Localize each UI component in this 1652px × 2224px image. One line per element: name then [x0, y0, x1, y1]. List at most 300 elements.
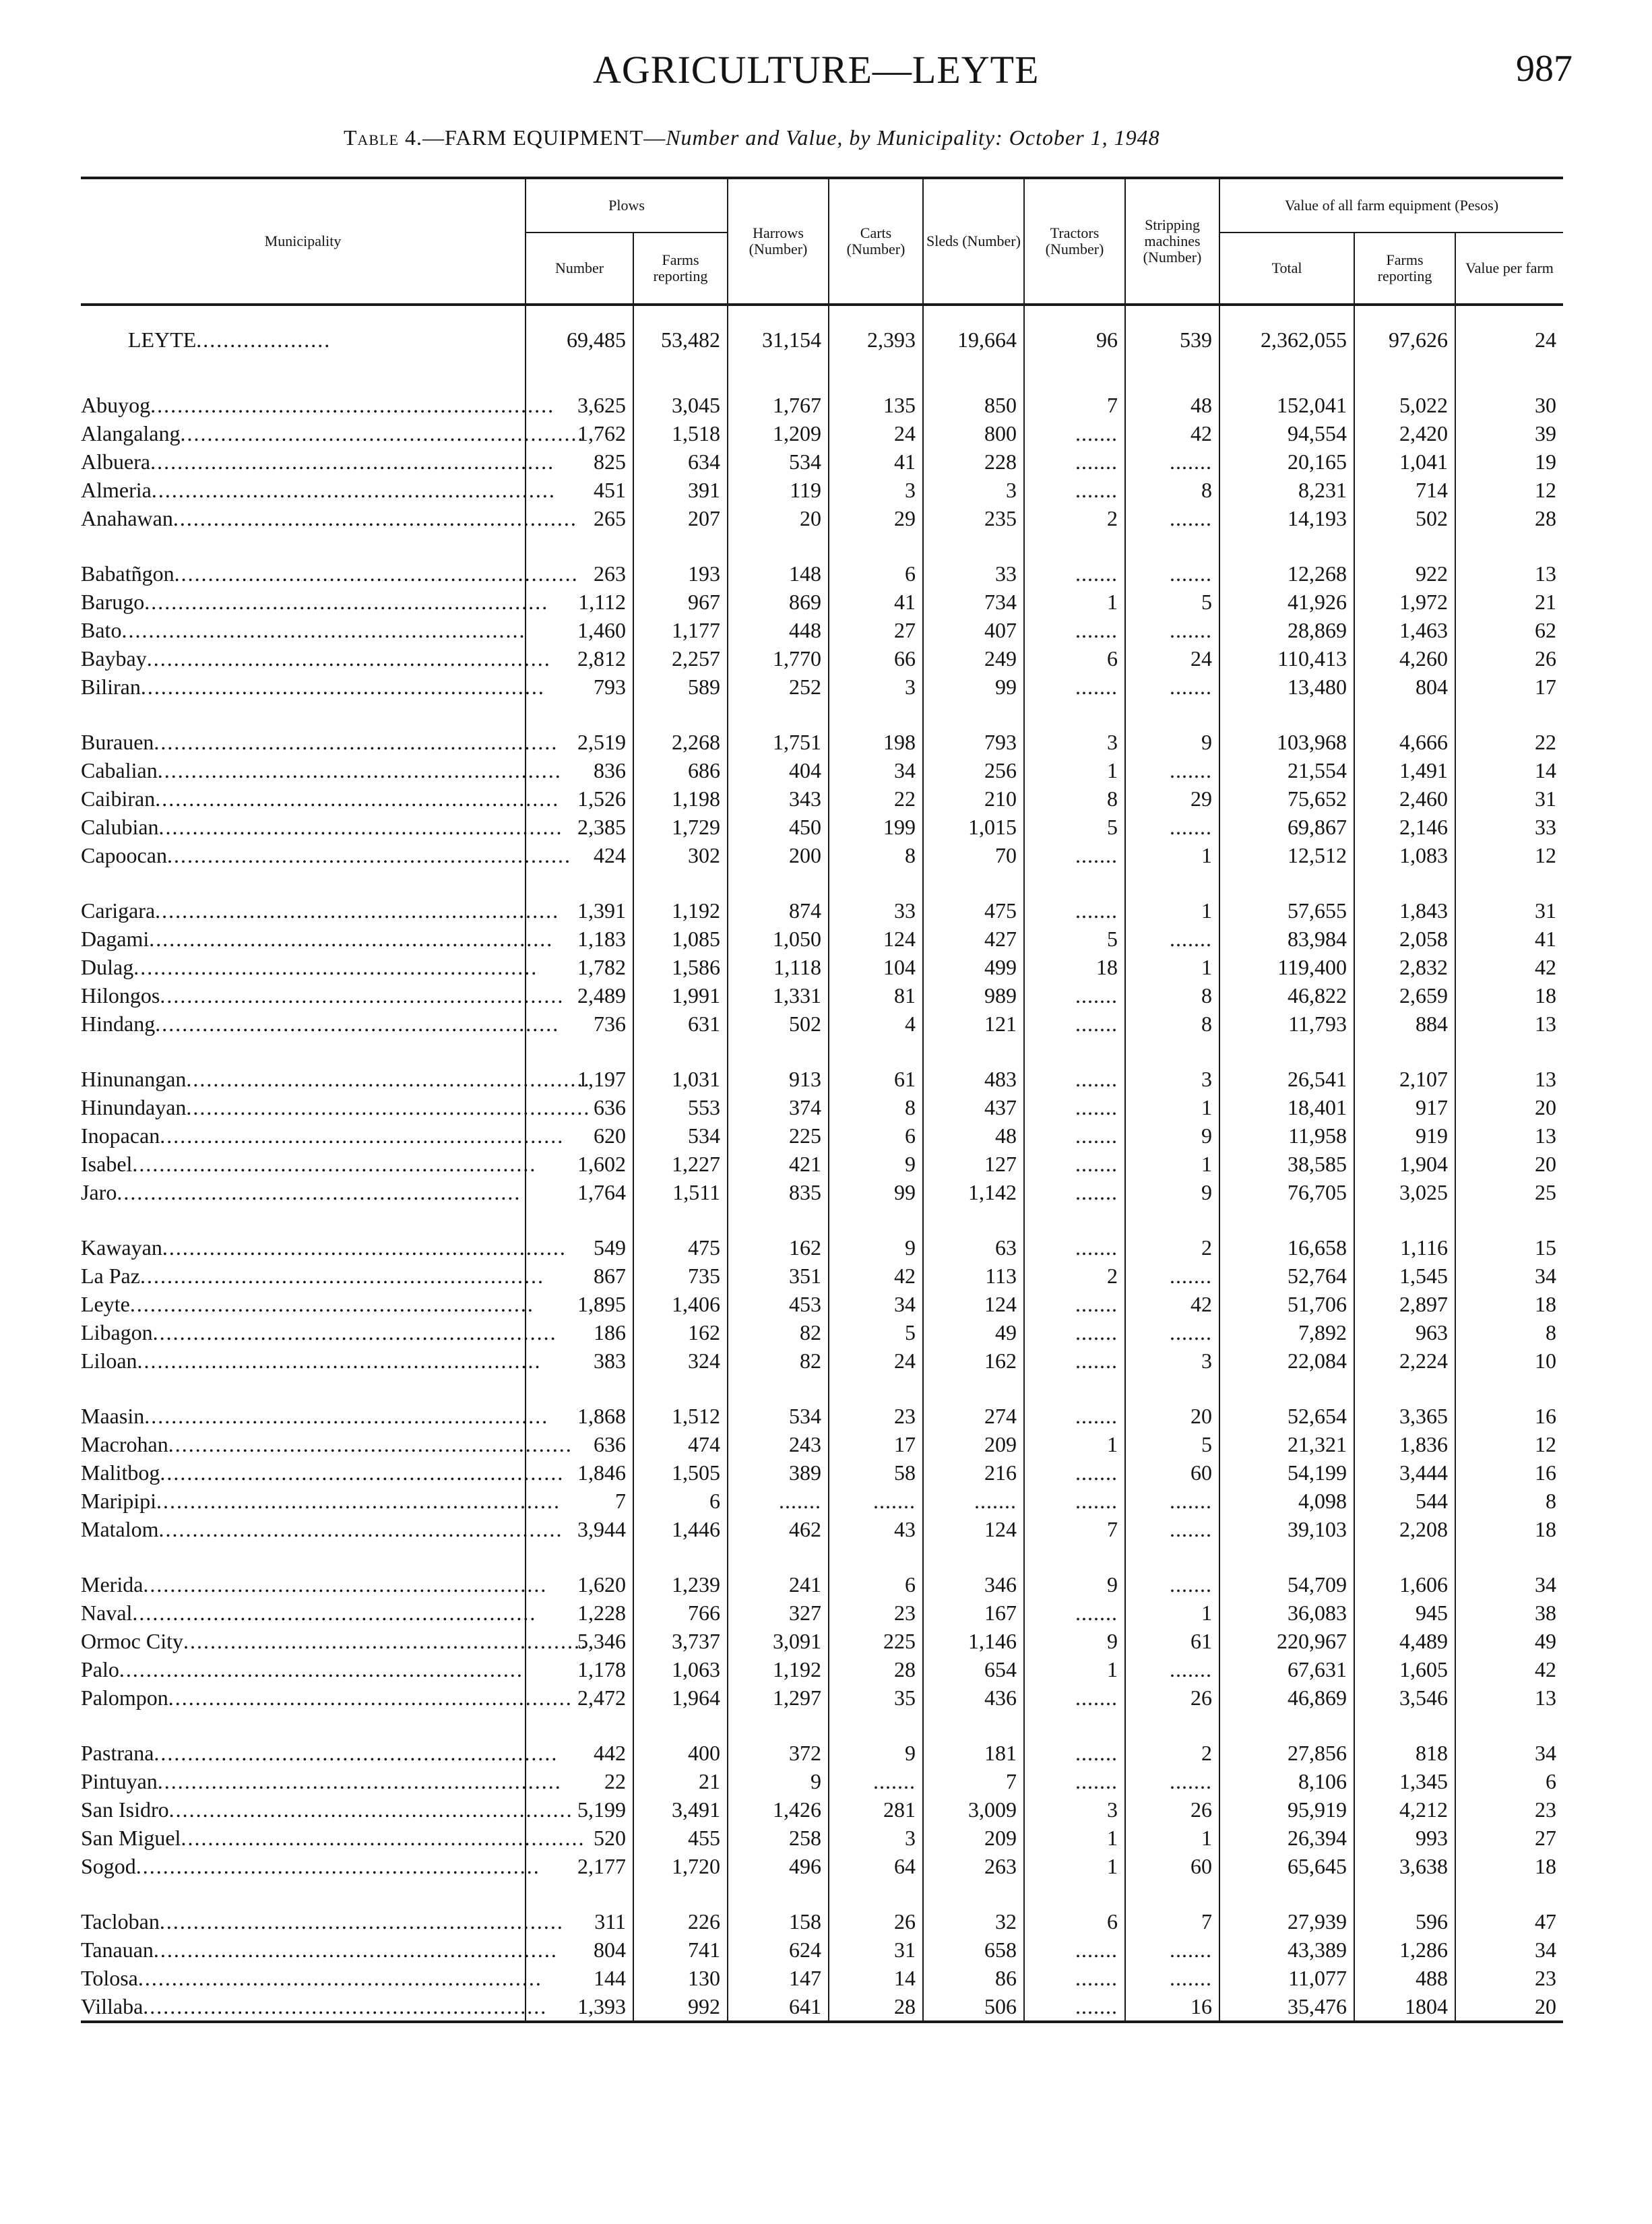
harrows-cell: 502: [728, 1010, 829, 1038]
sleds-cell: 124: [923, 1290, 1024, 1318]
stripping-cell: 3: [1125, 1065, 1219, 1093]
table-row: [81, 1458, 1563, 1487]
stripping-cell: .......: [1125, 1964, 1219, 1992]
spacer-cell: [923, 1880, 1024, 1907]
spacer-cell: [1024, 869, 1125, 896]
sleds-cell: 499: [923, 953, 1024, 981]
per-farm-cell: 34: [1455, 1739, 1563, 1767]
table-row: [81, 925, 1563, 953]
table-row: [81, 1515, 1563, 1543]
tractors-cell: 2: [1024, 1262, 1125, 1290]
group-spacer: [81, 1038, 1563, 1065]
plows-farms-cell: 1,511: [633, 1178, 728, 1206]
municipality-name: Almeria............................................................: [81, 477, 556, 502]
municipality-name: Palompon............................................................: [81, 1685, 573, 1710]
harrows-cell: 1,751: [728, 728, 829, 756]
value-total-cell: 76,705: [1219, 1178, 1354, 1206]
plows-farms-cell: 741: [633, 1936, 728, 1964]
table-row: [81, 1767, 1563, 1795]
tractors-cell: .......: [1024, 1318, 1125, 1347]
spacer-cell: [1125, 1375, 1219, 1402]
municipality-name: Dulag............................................................: [81, 954, 538, 979]
total-plows-farms: 53,482: [633, 305, 728, 364]
spacer-cell: [81, 1375, 526, 1402]
plows-farms-cell: 1,239: [633, 1570, 728, 1599]
carts-cell: 24: [829, 419, 923, 447]
per-farm-cell: 34: [1455, 1936, 1563, 1964]
carts-cell: 5: [829, 1318, 923, 1347]
tractors-cell: .......: [1024, 1458, 1125, 1487]
value-farms-cell: 714: [1354, 476, 1455, 504]
spacer-cell: [633, 1038, 728, 1065]
per-farm-cell: 16: [1455, 1402, 1563, 1430]
carts-cell: 42: [829, 1262, 923, 1290]
plows-farms-cell: 2,257: [633, 644, 728, 673]
harrows-cell: 1,767: [728, 391, 829, 419]
value-total-cell: 22,084: [1219, 1347, 1354, 1375]
table-row: [81, 813, 1563, 841]
value-total-cell: 28,869: [1219, 616, 1354, 644]
value-total-cell: 8,231: [1219, 476, 1354, 504]
plows-number-cell: 2,519: [526, 728, 633, 756]
spacer-cell: [1354, 1375, 1455, 1402]
header-harrows: Harrows (Number): [728, 178, 829, 305]
spacer-cell: [1219, 1206, 1354, 1233]
spacer-cell: [526, 869, 633, 896]
carts-cell: 6: [829, 1570, 923, 1599]
spacer-cell: [1024, 364, 1125, 391]
value-total-cell: 103,968: [1219, 728, 1354, 756]
plows-farms-cell: 631: [633, 1010, 728, 1038]
spacer-cell: [1024, 1543, 1125, 1570]
plows-farms-cell: 1,031: [633, 1065, 728, 1093]
total-row: [81, 305, 1563, 364]
plows-number-cell: 7: [526, 1487, 633, 1515]
stripping-cell: 42: [1125, 419, 1219, 447]
header-tractors: Tractors (Number): [1024, 178, 1125, 305]
value-total-cell: 75,652: [1219, 784, 1354, 813]
sleds-cell: 1,015: [923, 813, 1024, 841]
plows-number-cell: 2,489: [526, 981, 633, 1010]
plows-farms-cell: 992: [633, 1992, 728, 2022]
plows-farms-cell: 474: [633, 1430, 728, 1458]
sleds-cell: 346: [923, 1570, 1024, 1599]
carts-cell: 61: [829, 1065, 923, 1093]
spacer-cell: [81, 1880, 526, 1907]
stripping-cell: 29: [1125, 784, 1219, 813]
spacer-cell: [728, 532, 829, 559]
stripping-cell: 8: [1125, 1010, 1219, 1038]
table-caption-label: Table 4.—FARM EQUIPMENT—: [344, 125, 666, 150]
plows-number-cell: 144: [526, 1964, 633, 1992]
plows-number-cell: 1,460: [526, 616, 633, 644]
municipality-name: Babatñgon............................................................: [81, 561, 579, 586]
per-farm-cell: 33: [1455, 813, 1563, 841]
table-row: [81, 1093, 1563, 1121]
spacer-cell: [1455, 869, 1563, 896]
value-total-cell: 26,394: [1219, 1824, 1354, 1852]
plows-number-cell: 1,602: [526, 1150, 633, 1178]
spacer-cell: [81, 532, 526, 559]
table-row: [81, 476, 1563, 504]
value-farms-cell: 544: [1354, 1487, 1455, 1515]
plows-number-cell: 1,183: [526, 925, 633, 953]
municipality-name: Hinunangan............................................................: [81, 1066, 591, 1091]
sleds-cell: 793: [923, 728, 1024, 756]
plows-number-cell: 1,762: [526, 419, 633, 447]
plows-number-cell: 1,764: [526, 1178, 633, 1206]
harrows-cell: 162: [728, 1233, 829, 1262]
table-row: [81, 559, 1563, 588]
sleds-cell: 3,009: [923, 1795, 1024, 1824]
table-row: [81, 1655, 1563, 1684]
plows-farms-cell: 967: [633, 588, 728, 616]
municipality-name: Malitbog............................................................: [81, 1460, 565, 1485]
carts-cell: 104: [829, 953, 923, 981]
sleds-cell: 483: [923, 1065, 1024, 1093]
plows-number-cell: 1,895: [526, 1290, 633, 1318]
spacer-cell: [728, 1375, 829, 1402]
stripping-cell: .......: [1125, 673, 1219, 701]
stripping-cell: 1: [1125, 841, 1219, 869]
spacer-cell: [1354, 701, 1455, 728]
tractors-cell: .......: [1024, 447, 1125, 476]
table-row: [81, 1290, 1563, 1318]
sleds-cell: 1,146: [923, 1627, 1024, 1655]
spacer-cell: [829, 1712, 923, 1739]
sleds-cell: 654: [923, 1655, 1024, 1684]
tractors-cell: .......: [1024, 419, 1125, 447]
carts-cell: 17: [829, 1430, 923, 1458]
carts-cell: 58: [829, 1458, 923, 1487]
carts-cell: 135: [829, 391, 923, 419]
tractors-cell: .......: [1024, 896, 1125, 925]
per-farm-cell: 10: [1455, 1347, 1563, 1375]
total-tractors: 96: [1024, 305, 1125, 364]
table-row: [81, 1599, 1563, 1627]
harrows-cell: 243: [728, 1430, 829, 1458]
plows-number-cell: 311: [526, 1907, 633, 1936]
table-row: [81, 673, 1563, 701]
spacer-cell: [633, 1880, 728, 1907]
spacer-cell: [1024, 701, 1125, 728]
plows-farms-cell: 1,085: [633, 925, 728, 953]
spacer-cell: [829, 869, 923, 896]
spacer-cell: [526, 1038, 633, 1065]
tractors-cell: .......: [1024, 616, 1125, 644]
sleds-cell: 181: [923, 1739, 1024, 1767]
value-farms-cell: 2,897: [1354, 1290, 1455, 1318]
harrows-cell: 158: [728, 1907, 829, 1936]
value-farms-cell: 3,638: [1354, 1852, 1455, 1880]
table-row: [81, 1430, 1563, 1458]
group-spacer: [81, 701, 1563, 728]
tractors-cell: .......: [1024, 981, 1125, 1010]
spacer-cell: [633, 1206, 728, 1233]
tractors-cell: 1: [1024, 1852, 1125, 1880]
municipality-name: Caibiran............................................................: [81, 786, 560, 811]
spacer-cell: [1125, 1543, 1219, 1570]
plows-farms-cell: 130: [633, 1964, 728, 1992]
tractors-cell: 1: [1024, 756, 1125, 784]
per-farm-cell: 18: [1455, 1852, 1563, 1880]
tractors-cell: 1: [1024, 1824, 1125, 1852]
spacer-cell: [1455, 1038, 1563, 1065]
stripping-cell: 1: [1125, 1093, 1219, 1121]
plows-farms-cell: 3,491: [633, 1795, 728, 1824]
harrows-cell: 1,297: [728, 1684, 829, 1712]
harrows-cell: 1,426: [728, 1795, 829, 1824]
value-farms-cell: 2,208: [1354, 1515, 1455, 1543]
plows-farms-cell: 634: [633, 447, 728, 476]
stripping-cell: 1: [1125, 1150, 1219, 1178]
value-total-cell: 7,892: [1219, 1318, 1354, 1347]
carts-cell: 8: [829, 1093, 923, 1121]
per-farm-cell: 62: [1455, 616, 1563, 644]
value-farms-cell: 488: [1354, 1964, 1455, 1992]
harrows-cell: 835: [728, 1178, 829, 1206]
total-value-farms: 97,626: [1354, 305, 1455, 364]
plows-farms-cell: 1,063: [633, 1655, 728, 1684]
per-farm-cell: 15: [1455, 1233, 1563, 1262]
harrows-cell: 372: [728, 1739, 829, 1767]
sleds-cell: 506: [923, 1992, 1024, 2022]
per-farm-cell: 20: [1455, 1992, 1563, 2022]
sleds-cell: 32: [923, 1907, 1024, 1936]
spacer-cell: [1354, 1206, 1455, 1233]
spacer-cell: [1455, 1880, 1563, 1907]
group-spacer: [81, 1880, 1563, 1907]
value-farms-cell: 1,083: [1354, 841, 1455, 869]
spacer-cell: [1455, 1206, 1563, 1233]
plows-number-cell: 2,472: [526, 1684, 633, 1712]
table-row: [81, 588, 1563, 616]
tractors-cell: 3: [1024, 1795, 1125, 1824]
tractors-cell: 1: [1024, 1655, 1125, 1684]
carts-cell: 35: [829, 1684, 923, 1712]
plows-number-cell: 1,178: [526, 1655, 633, 1684]
value-total-cell: 52,654: [1219, 1402, 1354, 1430]
spacer-cell: [923, 701, 1024, 728]
tractors-cell: 9: [1024, 1627, 1125, 1655]
table-row: [81, 756, 1563, 784]
plows-number-cell: 383: [526, 1347, 633, 1375]
tractors-cell: .......: [1024, 1121, 1125, 1150]
value-farms-cell: 1,463: [1354, 616, 1455, 644]
value-total-cell: 36,083: [1219, 1599, 1354, 1627]
carts-cell: 22: [829, 784, 923, 813]
stripping-cell: .......: [1125, 616, 1219, 644]
stripping-cell: .......: [1125, 925, 1219, 953]
tractors-cell: 8: [1024, 784, 1125, 813]
municipality-name: Libagon............................................................: [81, 1320, 557, 1345]
header-plows-farms-reporting: Farms reporting: [633, 233, 728, 305]
spacer-cell: [1354, 869, 1455, 896]
value-farms-cell: 993: [1354, 1824, 1455, 1852]
per-farm-cell: 47: [1455, 1907, 1563, 1936]
plows-number-cell: 804: [526, 1936, 633, 1964]
per-farm-cell: 8: [1455, 1318, 1563, 1347]
per-farm-cell: 6: [1455, 1767, 1563, 1795]
per-farm-cell: 31: [1455, 896, 1563, 925]
table-row: [81, 1178, 1563, 1206]
table-row: [81, 1739, 1563, 1767]
spacer-cell: [1455, 532, 1563, 559]
spacer-cell: [728, 1206, 829, 1233]
tractors-cell: .......: [1024, 1767, 1125, 1795]
tractors-cell: 6: [1024, 644, 1125, 673]
spacer-cell: [923, 1038, 1024, 1065]
value-total-cell: 13,480: [1219, 673, 1354, 701]
spacer-cell: [1455, 364, 1563, 391]
stripping-cell: .......: [1125, 559, 1219, 588]
harrows-cell: 351: [728, 1262, 829, 1290]
plows-farms-cell: 3,737: [633, 1627, 728, 1655]
value-total-cell: 83,984: [1219, 925, 1354, 953]
plows-number-cell: 636: [526, 1093, 633, 1121]
stripping-cell: 48: [1125, 391, 1219, 419]
plows-number-cell: 793: [526, 673, 633, 701]
municipality-name: Jaro............................................................: [81, 1179, 521, 1204]
value-farms-cell: 919: [1354, 1121, 1455, 1150]
value-farms-cell: 884: [1354, 1010, 1455, 1038]
total-carts: 2,393: [829, 305, 923, 364]
sleds-cell: 70: [923, 841, 1024, 869]
plows-farms-cell: 324: [633, 1347, 728, 1375]
tractors-cell: 1: [1024, 588, 1125, 616]
value-total-cell: 39,103: [1219, 1515, 1354, 1543]
plows-farms-cell: 6: [633, 1487, 728, 1515]
plows-number-cell: 2,177: [526, 1852, 633, 1880]
spacer-cell: [1219, 1375, 1354, 1402]
value-total-cell: 11,793: [1219, 1010, 1354, 1038]
carts-cell: 198: [829, 728, 923, 756]
sleds-cell: 162: [923, 1347, 1024, 1375]
sleds-cell: 7: [923, 1767, 1024, 1795]
total-sleds: 19,664: [923, 305, 1024, 364]
value-farms-cell: 917: [1354, 1093, 1455, 1121]
plows-number-cell: 3,625: [526, 391, 633, 419]
spacer-cell: [923, 869, 1024, 896]
value-farms-cell: 818: [1354, 1739, 1455, 1767]
harrows-cell: 20: [728, 504, 829, 532]
value-total-cell: 16,658: [1219, 1233, 1354, 1262]
harrows-cell: .......: [728, 1487, 829, 1515]
municipality-name: Pintuyan............................................................: [81, 1768, 562, 1793]
stripping-cell: 7: [1125, 1907, 1219, 1936]
municipality-name: Hindang............................................................: [81, 1011, 560, 1036]
tractors-cell: .......: [1024, 1150, 1125, 1178]
harrows-cell: 343: [728, 784, 829, 813]
per-farm-cell: 18: [1455, 1290, 1563, 1318]
table-row: [81, 1936, 1563, 1964]
spacer-cell: [81, 1712, 526, 1739]
stripping-cell: 1: [1125, 1599, 1219, 1627]
spacer-cell: [829, 1206, 923, 1233]
header-carts: Carts (Number): [829, 178, 923, 305]
harrows-cell: 252: [728, 673, 829, 701]
carts-cell: 4: [829, 1010, 923, 1038]
spacer-cell: [728, 869, 829, 896]
plows-farms-cell: 686: [633, 756, 728, 784]
sleds-cell: 33: [923, 559, 1024, 588]
spacer-cell: [1354, 1038, 1455, 1065]
value-farms-cell: 4,212: [1354, 1795, 1455, 1824]
carts-cell: .......: [829, 1487, 923, 1515]
tractors-cell: .......: [1024, 1964, 1125, 1992]
plows-number-cell: 2,812: [526, 644, 633, 673]
sleds-cell: 63: [923, 1233, 1024, 1262]
carts-cell: 28: [829, 1655, 923, 1684]
stripping-cell: .......: [1125, 1570, 1219, 1599]
tractors-cell: .......: [1024, 1233, 1125, 1262]
group-spacer: [81, 1712, 1563, 1739]
tractors-cell: 1: [1024, 1430, 1125, 1458]
spacer-cell: [633, 532, 728, 559]
carts-cell: 23: [829, 1402, 923, 1430]
municipality-name: Maasin............................................................: [81, 1403, 549, 1428]
municipality-name: Leyte............................................................: [81, 1291, 534, 1316]
per-farm-cell: 42: [1455, 953, 1563, 981]
municipality-name: San Miguel............................................................: [81, 1825, 585, 1850]
carts-cell: 64: [829, 1852, 923, 1880]
municipality-name: Albuera............................................................: [81, 449, 555, 474]
plows-number-cell: 3,944: [526, 1515, 633, 1543]
total-per-farm: 24: [1455, 305, 1563, 364]
spacer-cell: [526, 1712, 633, 1739]
municipality-name: Matalom............................................................: [81, 1516, 563, 1541]
carts-cell: 6: [829, 559, 923, 588]
plows-farms-cell: 400: [633, 1739, 728, 1767]
plows-farms-cell: 207: [633, 504, 728, 532]
municipality-name: Tanauan............................................................: [81, 1937, 558, 1962]
spacer-cell: [1125, 1880, 1219, 1907]
header-plows-number: Number: [526, 233, 633, 305]
carts-cell: 26: [829, 1907, 923, 1936]
spacer-cell: [633, 364, 728, 391]
spacer-cell: [1219, 1543, 1354, 1570]
per-farm-cell: 12: [1455, 476, 1563, 504]
plows-number-cell: 520: [526, 1824, 633, 1852]
sleds-cell: 249: [923, 644, 1024, 673]
value-farms-cell: 1,041: [1354, 447, 1455, 476]
value-farms-cell: 2,832: [1354, 953, 1455, 981]
page-number: 987: [1516, 48, 1572, 90]
value-total-cell: 94,554: [1219, 419, 1354, 447]
value-farms-cell: 3,444: [1354, 1458, 1455, 1487]
per-farm-cell: 25: [1455, 1178, 1563, 1206]
value-farms-cell: 502: [1354, 504, 1455, 532]
sleds-cell: 427: [923, 925, 1024, 953]
plows-farms-cell: 1,177: [633, 616, 728, 644]
sleds-cell: 99: [923, 673, 1024, 701]
spacer-cell: [1354, 1712, 1455, 1739]
spacer-cell: [526, 364, 633, 391]
sleds-cell: 127: [923, 1150, 1024, 1178]
spacer-cell: [1354, 1880, 1455, 1907]
harrows-cell: 148: [728, 559, 829, 588]
municipality-name: Hilongos............................................................: [81, 983, 565, 1008]
plows-number-cell: 263: [526, 559, 633, 588]
spacer-cell: [1219, 1038, 1354, 1065]
carts-cell: 8: [829, 841, 923, 869]
value-farms-cell: 1,605: [1354, 1655, 1455, 1684]
table-row: [81, 391, 1563, 419]
stripping-cell: 8: [1125, 981, 1219, 1010]
per-farm-cell: 49: [1455, 1627, 1563, 1655]
tractors-cell: .......: [1024, 1684, 1125, 1712]
value-total-cell: 95,919: [1219, 1795, 1354, 1824]
